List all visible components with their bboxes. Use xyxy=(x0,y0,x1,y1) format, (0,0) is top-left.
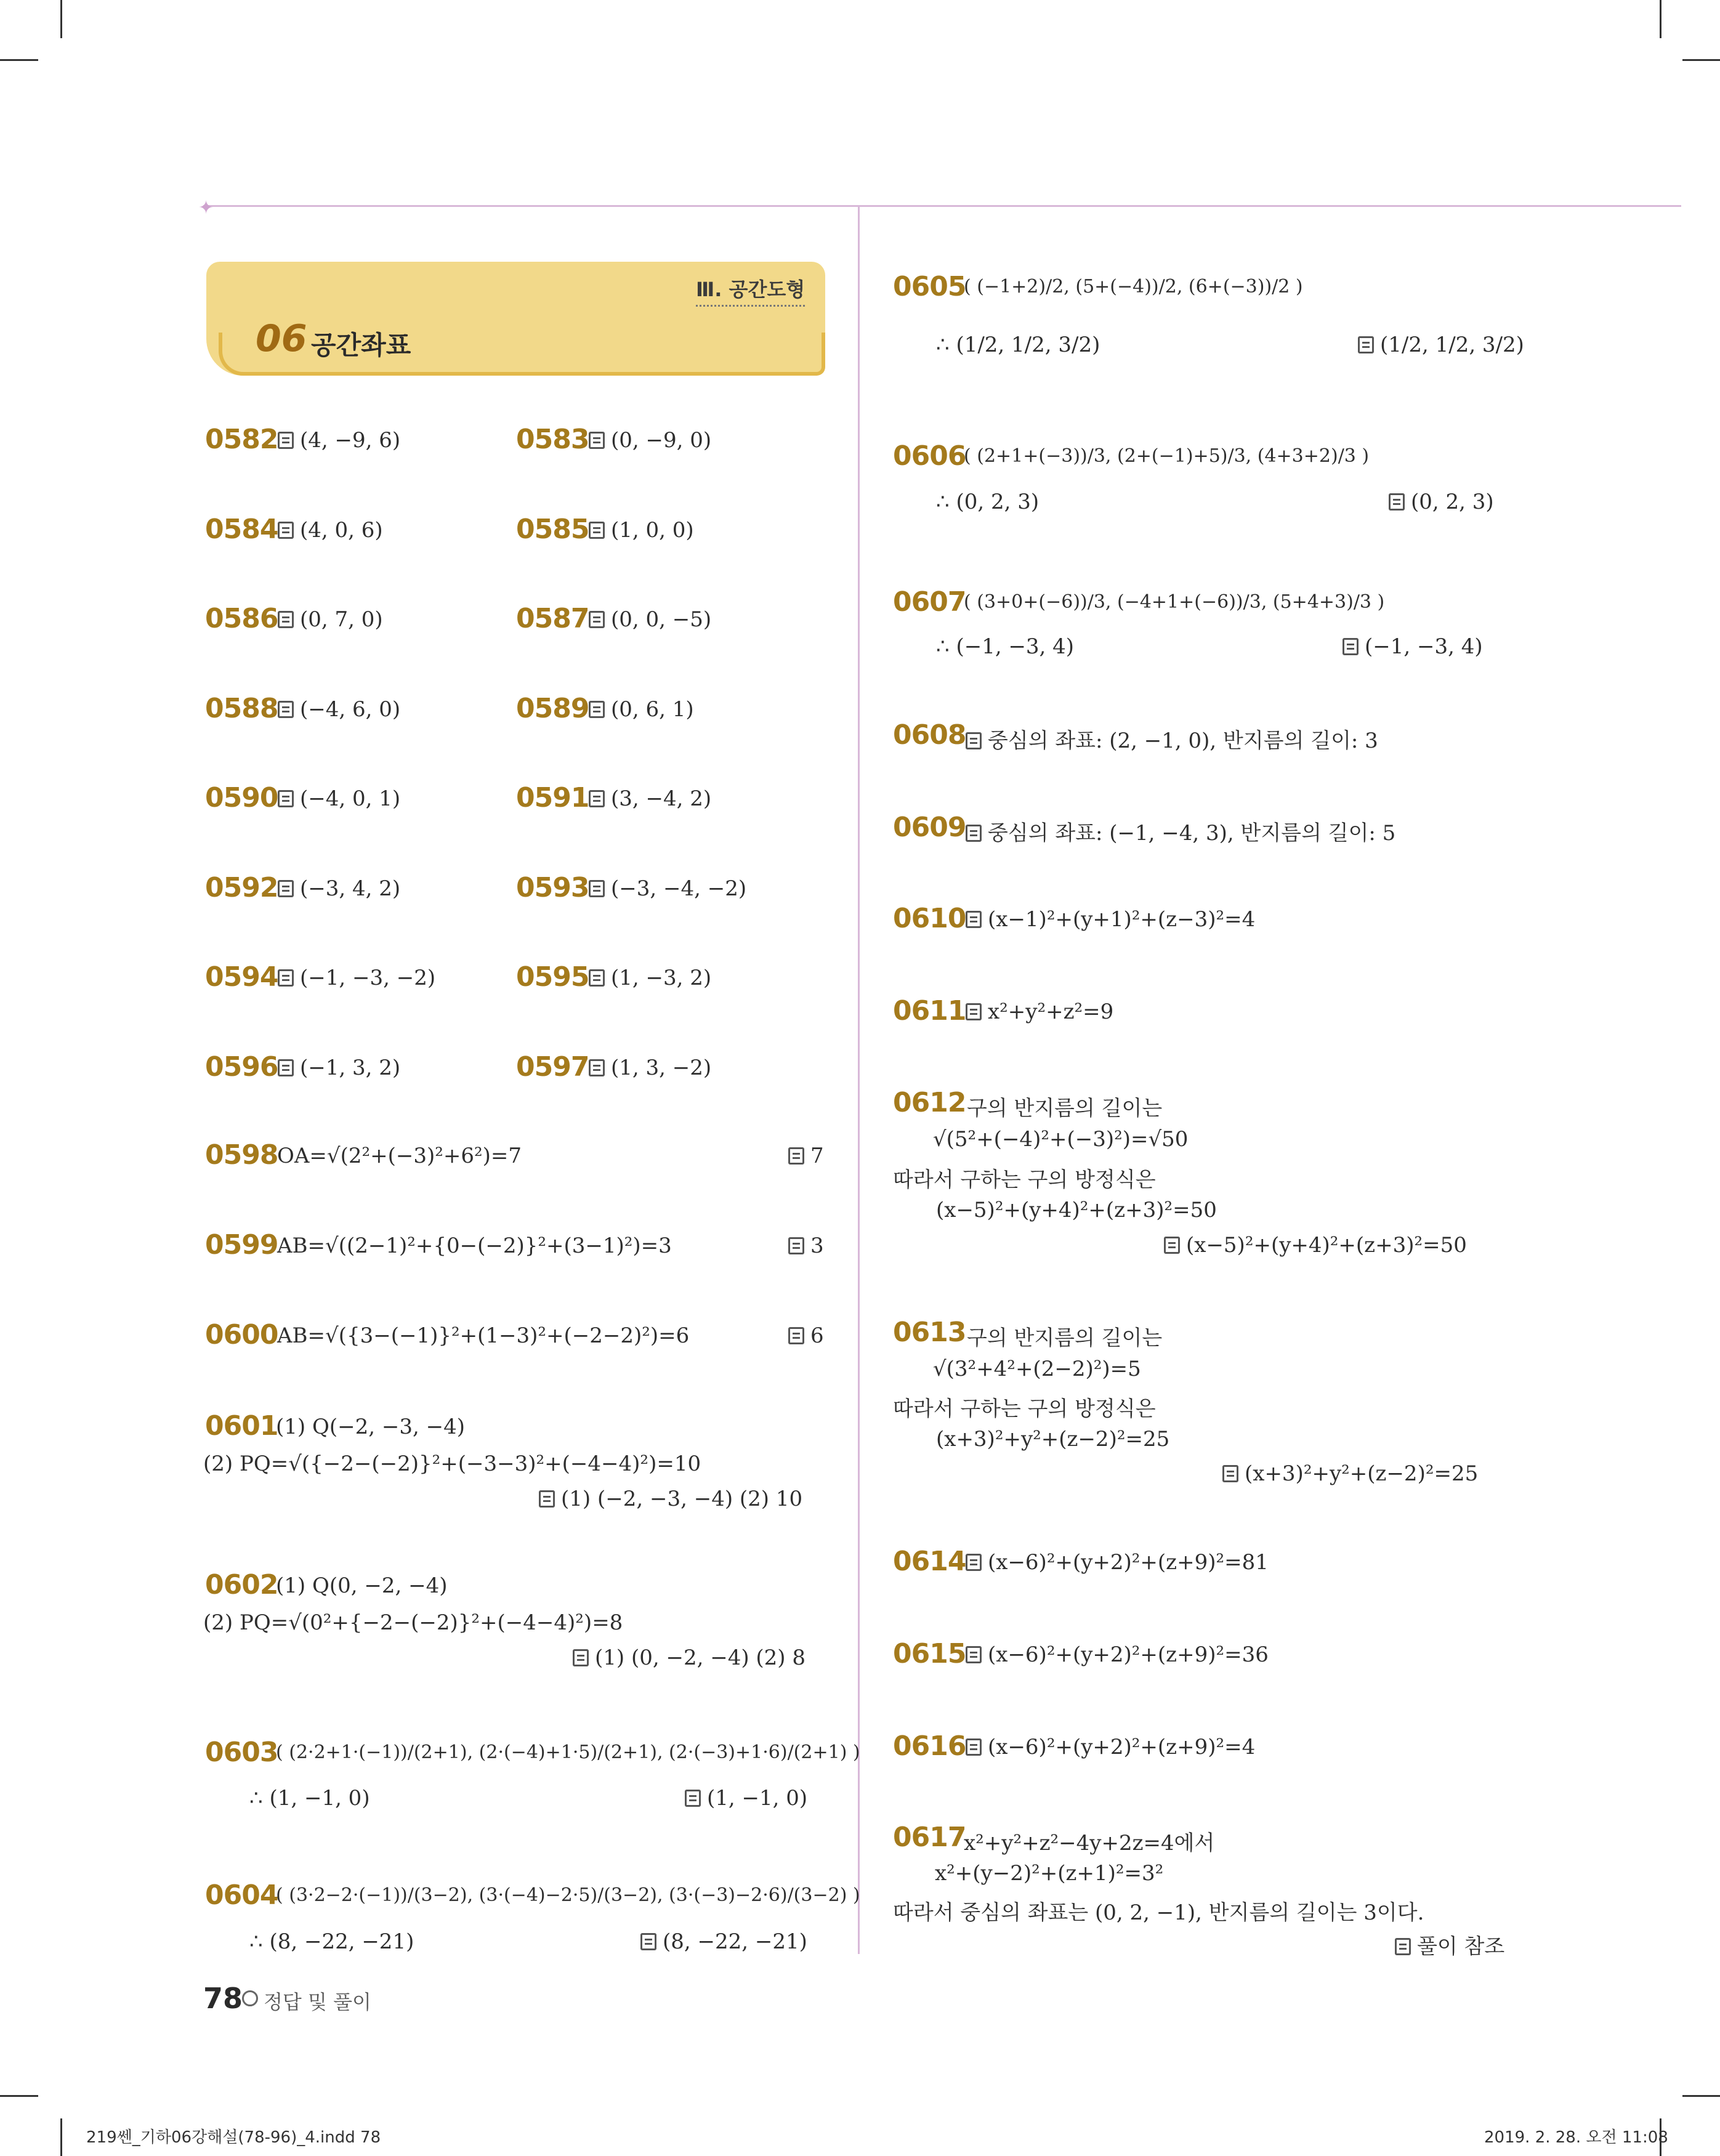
problem-line: 구의 반지름의 길이는 xyxy=(967,1326,1163,1351)
crop-mark xyxy=(0,59,38,61)
problem-line: (1) Q(0, −2, −4) xyxy=(276,1573,448,1598)
problem-number: 0597 xyxy=(516,1051,589,1083)
answer: (0, −9, 0) xyxy=(589,428,711,453)
answer: (−4, 6, 0) xyxy=(278,697,400,722)
section-number: 06 xyxy=(256,317,307,360)
problem-work: ( (2+1+(−3))/3, (2+(−1)+5)/3, (4+3+2)/3 ) xyxy=(964,445,1370,467)
problem-number: 0600 xyxy=(205,1319,278,1351)
answer-icon xyxy=(966,1003,982,1020)
top-rule xyxy=(203,205,1681,207)
problem-result: ∴ (1/2, 1/2, 3/2) xyxy=(936,333,1100,357)
answer-icon xyxy=(589,432,605,449)
book-label: 정답 및 풀이 xyxy=(264,1990,371,2014)
problem-number: 0593 xyxy=(516,872,589,903)
answer: (4, 0, 6) xyxy=(278,518,383,543)
problem-number: 0594 xyxy=(205,961,278,993)
answer-icon xyxy=(1342,638,1359,655)
answer: (x+3)²+y²+(z−2)²=25 xyxy=(1222,1461,1478,1486)
problem-number: 0590 xyxy=(205,782,278,814)
problem-number: 0585 xyxy=(516,514,589,545)
problem-number: 0608 xyxy=(893,719,966,751)
crop-mark xyxy=(1682,59,1720,61)
answer: 중심의 좌표: (−1, −4, 3), 반지름의 길이: 5 xyxy=(966,816,1395,846)
problem-line: (x−5)²+(y+4)²+(z+3)²=50 xyxy=(936,1198,1217,1222)
answer: (−1, −3, −2) xyxy=(278,966,435,990)
answer-icon xyxy=(966,1554,982,1571)
problem-line: 따라서 구하는 구의 방정식은 xyxy=(893,1168,1156,1192)
answer-icon xyxy=(966,732,982,749)
problem-work: ( (2·2+1·(−1))/(2+1), (2·(−4)+1·5)/(2+1), (2·(−3)+1·6)/(2+1) ) xyxy=(276,1742,860,1763)
problem-number: 0609 xyxy=(893,812,966,843)
problem-number: 0610 xyxy=(893,903,966,934)
problem-number: 0611 xyxy=(893,995,966,1027)
problem-work: ( (3·2−2·(−1))/(3−2), (3·(−4)−2·5)/(3−2), (3·(−3)−2·6)/(3−2) ) xyxy=(276,1884,860,1906)
column-divider xyxy=(858,205,860,1954)
answer: 6 xyxy=(788,1323,824,1348)
problem-number: 0588 xyxy=(205,693,278,724)
problem-number: 0596 xyxy=(205,1051,278,1083)
answer-icon xyxy=(573,1649,589,1666)
answer: (1) (−2, −3, −4) (2) 10 xyxy=(539,1487,802,1511)
answer-icon xyxy=(640,1933,656,1950)
file-info: 219쎈_기하06강해설(78-96)_4.indd 78 xyxy=(86,2128,381,2147)
problem-number: 0615 xyxy=(893,1638,966,1669)
answer: (−1, 3, 2) xyxy=(278,1056,400,1080)
answer-icon xyxy=(966,1646,982,1663)
problem-number: 0591 xyxy=(516,782,589,814)
answer-icon xyxy=(1389,493,1405,511)
problem-number: 0599 xyxy=(205,1229,278,1261)
answer: 3 xyxy=(788,1233,824,1258)
answer: 7 xyxy=(788,1144,824,1168)
answer: (0, 6, 1) xyxy=(589,697,694,722)
answer: (1) (0, −2, −4) (2) 8 xyxy=(573,1645,805,1670)
problem-number: 0604 xyxy=(205,1879,278,1911)
answer-icon xyxy=(788,1147,804,1165)
page-number: 78 xyxy=(203,1982,243,2015)
crop-mark xyxy=(1682,2095,1720,2097)
problem-line: (2) PQ=√({−2−(−2)}²+(−3−3)²+(−4−4)²)=10 xyxy=(203,1451,701,1476)
answer-icon xyxy=(966,825,982,842)
answer: (0, 7, 0) xyxy=(278,607,383,632)
answer-icon xyxy=(1358,336,1374,353)
answer: (x−5)²+(y+4)²+(z+3)²=50 xyxy=(1164,1233,1467,1258)
answer: (8, −22, −21) xyxy=(640,1929,807,1954)
answer: x²+y²+z²=9 xyxy=(966,999,1113,1024)
problem-number: 0592 xyxy=(205,872,278,903)
problem-line: x²+(y−2)²+(z+1)²=3² xyxy=(935,1861,1164,1886)
answer-icon xyxy=(278,1059,294,1076)
answer: (1, −1, 0) xyxy=(685,1786,807,1811)
answer-icon xyxy=(589,790,605,807)
answer-icon xyxy=(278,432,294,449)
problem-number: 0595 xyxy=(516,961,589,993)
answer-icon xyxy=(966,911,982,928)
problem-number: 0606 xyxy=(893,440,966,472)
problem-number: 0584 xyxy=(205,514,278,545)
crop-mark xyxy=(1660,0,1661,38)
problem-number: 0613 xyxy=(893,1317,966,1348)
problem-result: ∴ (8, −22, −21) xyxy=(249,1929,414,1954)
problem-number: 0601 xyxy=(205,1410,278,1442)
problem-line: 따라서 구하는 구의 방정식은 xyxy=(893,1397,1156,1421)
problem-number: 0603 xyxy=(205,1737,278,1768)
problem-line: 구의 반지름의 길이는 xyxy=(967,1096,1163,1121)
answer-icon xyxy=(1222,1465,1238,1482)
answer: (0, 0, −5) xyxy=(589,607,711,632)
problem-result: ∴ (−1, −3, 4) xyxy=(936,634,1075,659)
answer: (3, −4, 2) xyxy=(589,786,711,811)
problem-number: 0614 xyxy=(893,1546,966,1577)
problem-work: AB=√((2−1)²+{0−(−2)}²+(3−1)²)=3 xyxy=(277,1233,672,1258)
answer-icon xyxy=(278,880,294,897)
problem-work: OA=√(2²+(−3)²+6²)=7 xyxy=(277,1144,522,1168)
section-banner-underline xyxy=(219,333,825,376)
answer: (x−6)²+(y+2)²+(z+9)²=4 xyxy=(966,1735,1255,1759)
problem-work: ( (−1+2)/2, (5+(−4))/2, (6+(−3))/2 ) xyxy=(964,276,1303,297)
problem-number: 0617 xyxy=(893,1822,966,1853)
answer: 중심의 좌표: (2, −1, 0), 반지름의 길이: 3 xyxy=(966,724,1378,754)
problem-line: (2) PQ=√(0²+{−2−(−2)}²+(−4−4)²)=8 xyxy=(203,1610,623,1635)
answer-icon xyxy=(685,1790,701,1807)
problem-work: ( (3+0+(−6))/3, (−4+1+(−6))/3, (5+4+3)/3 ) xyxy=(964,591,1385,613)
answer: (−1, −3, 4) xyxy=(1342,634,1483,659)
answer: (−4, 0, 1) xyxy=(278,786,400,811)
problem-number: 0583 xyxy=(516,424,589,455)
answer: (1, 3, −2) xyxy=(589,1056,711,1080)
answer-icon xyxy=(278,522,294,539)
crop-mark xyxy=(0,2095,38,2097)
answer-icon xyxy=(278,790,294,807)
problem-line: (x+3)²+y²+(z−2)²=25 xyxy=(936,1427,1170,1451)
answer-icon xyxy=(589,611,605,628)
problem-number: 0616 xyxy=(893,1730,966,1762)
answer-icon xyxy=(788,1237,804,1254)
problem-work: AB=√({3−(−1)}²+(1−3)²+(−2−2)²)=6 xyxy=(277,1323,690,1348)
answer-icon xyxy=(589,701,605,718)
problem-number: 0586 xyxy=(205,603,278,634)
problem-line: x²+y²+z²−4y+2z=4에서 xyxy=(964,1831,1215,1855)
answer-icon xyxy=(1395,1938,1411,1955)
crop-mark xyxy=(60,0,62,38)
chapter-tag: Ⅲ. 공간도형 xyxy=(696,274,805,307)
answer: (1, 0, 0) xyxy=(589,518,694,543)
answer: (0, 2, 3) xyxy=(1389,490,1494,514)
answer: (−3, −4, −2) xyxy=(589,876,746,901)
problem-number: 0607 xyxy=(893,586,966,618)
answer: (4, −9, 6) xyxy=(278,428,400,453)
problem-number: 0612 xyxy=(893,1087,966,1118)
section-title: 공간좌표 xyxy=(311,330,411,360)
problem-number: 0605 xyxy=(893,271,966,302)
answer-icon xyxy=(539,1490,555,1508)
problem-result: ∴ (1, −1, 0) xyxy=(249,1786,370,1811)
answer: (1, −3, 2) xyxy=(589,966,711,990)
answer: (1/2, 1/2, 3/2) xyxy=(1358,333,1524,357)
answer-icon xyxy=(1164,1237,1180,1254)
answer-icon xyxy=(278,701,294,718)
answer: (x−6)²+(y+2)²+(z+9)²=81 xyxy=(966,1550,1269,1575)
problem-line: √(5²+(−4)²+(−3)²)=√50 xyxy=(933,1127,1189,1152)
answer: (x−1)²+(y+1)²+(z−3)²=4 xyxy=(966,907,1255,932)
problem-number: 0598 xyxy=(205,1139,278,1171)
footer-bullet-icon xyxy=(242,1990,258,2006)
problem-number: 0602 xyxy=(205,1569,278,1601)
answer-icon xyxy=(589,1059,605,1076)
answer: (−3, 4, 2) xyxy=(278,876,400,901)
answer-icon xyxy=(966,1738,982,1756)
answer-icon xyxy=(589,880,605,897)
answer-icon xyxy=(589,969,605,987)
date-info: 2019. 2. 28. 오전 11:08 xyxy=(1484,2128,1668,2147)
answer-icon xyxy=(788,1327,804,1344)
problem-number: 0589 xyxy=(516,693,589,724)
answer: 풀이 참조 xyxy=(1395,1929,1504,1960)
problem-result: ∴ (0, 2, 3) xyxy=(936,490,1040,514)
problem-number: 0587 xyxy=(516,603,589,634)
answer: (x−6)²+(y+2)²+(z+9)²=36 xyxy=(966,1642,1269,1667)
answer-icon xyxy=(278,969,294,987)
problem-line: (1) Q(−2, −3, −4) xyxy=(276,1415,465,1439)
answer-icon xyxy=(278,611,294,628)
answer-icon xyxy=(589,522,605,539)
crop-mark xyxy=(60,2118,62,2156)
problem-number: 0582 xyxy=(205,424,278,455)
problem-line: √(3²+4²+(2−2)²)=5 xyxy=(933,1357,1141,1381)
problem-line: 따라서 중심의 좌표는 (0, 2, −1), 반지름의 길이는 3이다. xyxy=(893,1900,1424,1925)
top-rule-star: ✦ xyxy=(198,197,214,219)
